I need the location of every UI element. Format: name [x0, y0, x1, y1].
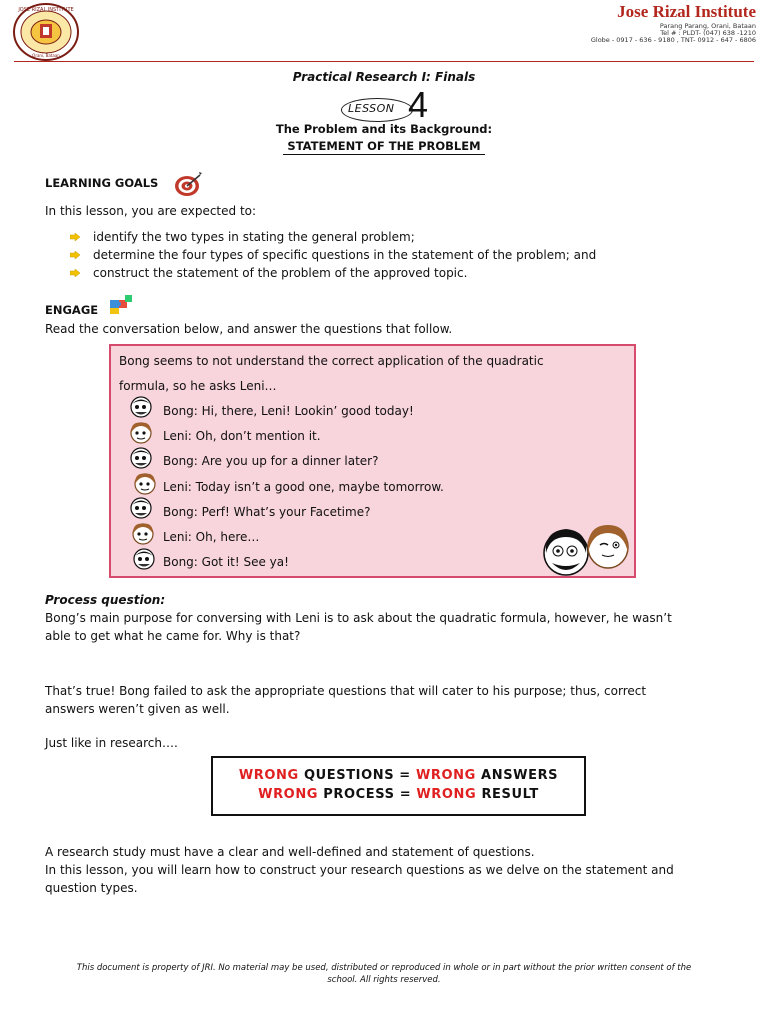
- dialogue-line: Bong: Got it! See ya!: [163, 555, 289, 569]
- process-question-line-2: able to get what he came for. Why is that?: [45, 629, 301, 643]
- goal-item-text: determine the four types of specific questions in the statement of the problem; and: [93, 248, 597, 262]
- story-line-1: Bong seems to not understand the correct application of the quadratic: [119, 354, 544, 368]
- institution-seal-logo: [12, 2, 80, 62]
- copyright-footer: [50, 962, 718, 986]
- svg-text:JOSE RIZAL INSTITUTE: JOSE RIZAL INSTITUTE: [18, 7, 74, 13]
- answer-line-1: That’s true! Bong failed to ask the appropriate questions that will cater to his purpose; thus, correct: [45, 684, 647, 698]
- dialogue-line: Bong: Are you up for a dinner later?: [163, 454, 379, 468]
- goal-item: [70, 230, 415, 244]
- closing-line-1: A research study must have a clear and well-defined and statement of questions.: [45, 845, 535, 859]
- lesson-subtitle: [0, 139, 768, 153]
- bong-face-icon: [129, 447, 153, 469]
- wrong-word: WRONG: [238, 768, 299, 783]
- maxim-line-2: [213, 787, 584, 802]
- institution-address: Parang Parang, Orani, Bataan: [659, 22, 756, 30]
- process-question-line-1: Bong’s main purpose for conversing with Leni is to ask about the quadratic formula, however, he wasn’t: [45, 611, 672, 625]
- leni-face-icon: [129, 422, 153, 444]
- answer-line-2: answers weren’t given as well.: [45, 702, 230, 716]
- lesson-number: 4: [408, 84, 429, 125]
- dialogue-line: Leni: Oh, here…: [163, 530, 260, 544]
- bong-and-leni-illustration: [538, 523, 634, 577]
- institution-phone: Tel # : PLDT- (047) 638 -1210: [660, 29, 756, 37]
- arrow-bullet-icon: [70, 233, 80, 241]
- lesson-label: LESSON: [348, 102, 395, 115]
- research-intro: Just like in research….: [45, 736, 178, 750]
- course-title: Practical Research I: Finals: [292, 70, 476, 84]
- wrong-word: WRONG: [415, 768, 476, 783]
- dialogue-line: Leni: Today isn’t a good one, maybe tomorrow.: [163, 480, 444, 494]
- story-line-2: formula, so he asks Leni…: [119, 379, 277, 393]
- maxim-process: PROCESS =: [323, 787, 412, 802]
- institution-name: Jose Rizal Institute: [617, 2, 756, 21]
- maxim-answers: ANSWERS: [481, 768, 559, 783]
- learning-goals-heading: LEARNING GOALS: [45, 176, 159, 190]
- puzzle-icon: [108, 294, 134, 316]
- svg-text:Orani, Bataan: Orani, Bataan: [32, 53, 60, 58]
- bong-face-icon: [129, 497, 153, 519]
- bong-face-icon: [132, 548, 156, 570]
- arrow-bullet-icon: [70, 251, 80, 259]
- leni-face-icon: [133, 473, 157, 495]
- lesson-subtitle-text: STATEMENT OF THE PROBLEM: [283, 139, 484, 155]
- header-divider: [14, 61, 754, 62]
- footer-line-2: school. All rights reserved.: [327, 975, 441, 985]
- closing-line-3: question types.: [45, 881, 138, 895]
- maxim-questions: QUESTIONS =: [303, 768, 411, 783]
- maxim-line-1: [213, 768, 584, 783]
- bong-face-icon: [129, 396, 153, 418]
- dialogue-line: Bong: Perf! What’s your Facetime?: [163, 505, 371, 519]
- closing-line-2: In this lesson, you will learn how to construct your research questions as we delve on the statement and: [45, 863, 674, 877]
- goals-intro: In this lesson, you are expected to:: [45, 204, 257, 218]
- goal-item-text: identify the two types in stating the general problem;: [93, 230, 415, 244]
- dialogue-line: Bong: Hi, there, Leni! Lookin’ good today!: [163, 404, 414, 418]
- engage-heading: ENGAGE: [45, 303, 99, 317]
- engage-intro: Read the conversation below, and answer the questions that follow.: [45, 322, 453, 336]
- goal-item: [70, 248, 596, 262]
- maxim-box: [211, 756, 586, 816]
- wrong-word: WRONG: [416, 787, 477, 802]
- institution-mobile: Globe - 0917 - 636 - 9180 , TNT- 0912 - 647 - 6806: [590, 36, 756, 44]
- lesson-title: The Problem and its Background:: [275, 122, 493, 136]
- target-icon: [173, 172, 203, 198]
- leni-face-icon: [131, 523, 155, 545]
- wrong-word: WRONG: [258, 787, 319, 802]
- footer-line-1: This document is property of JRI. No material may be used, distributed or reproduced in whole or in part without the prior written consent of the: [76, 963, 692, 973]
- goal-item: [70, 266, 467, 280]
- arrow-bullet-icon: [70, 269, 80, 277]
- goal-item-text: construct the statement of the problem of the approved topic.: [93, 266, 468, 280]
- process-question-label: Process question:: [45, 593, 166, 607]
- dialogue-line: Leni: Oh, don’t mention it.: [163, 429, 321, 443]
- maxim-result: RESULT: [481, 787, 539, 802]
